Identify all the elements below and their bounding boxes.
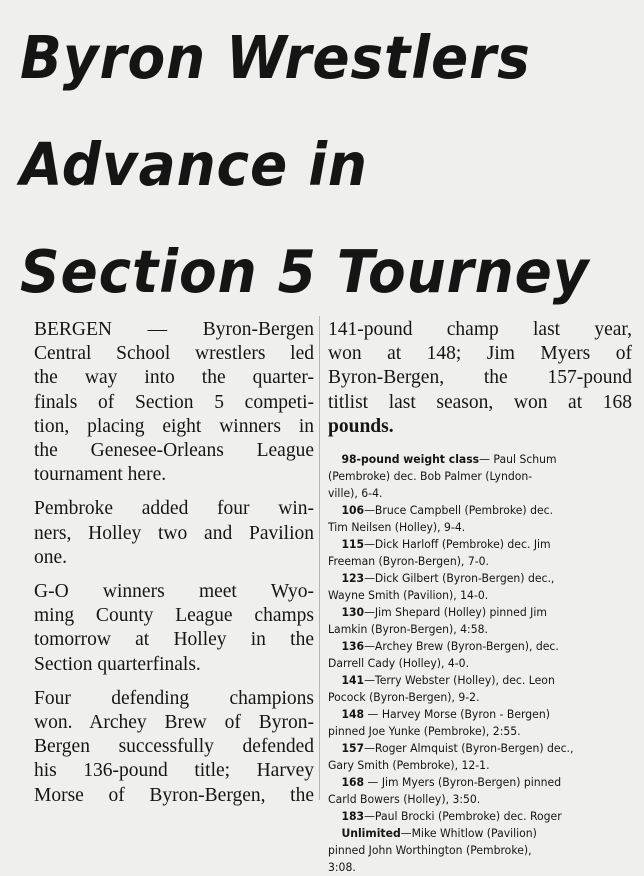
result-weight: 157 — [341, 742, 365, 756]
result-line — [328, 468, 620, 485]
result-text: —Jim Shepard (Holley) pinned Jim — [364, 606, 547, 620]
result-text: Gary Smith (Pembroke), 12-1. — [328, 759, 490, 773]
result-weight: 141 — [341, 674, 365, 688]
result-line — [328, 587, 620, 604]
result-text: —Mike Whitlow (Pavilion) — [400, 827, 537, 841]
result-weight: 123 — [341, 572, 365, 586]
result-line — [328, 502, 620, 519]
text-line: won. Archey Brew of Byron- — [34, 712, 314, 734]
result-line — [328, 859, 620, 876]
text-line: Byron-Bergen, the 157-pound — [328, 367, 632, 389]
result-entry — [328, 451, 620, 502]
result-line — [328, 672, 620, 689]
result-entry — [328, 740, 620, 774]
result-text: Carld Bowers (Holley), 3:50. — [328, 793, 481, 807]
result-weight: 136 — [341, 640, 365, 654]
result-line — [328, 519, 620, 536]
text-line: Section quarterfinals. — [34, 653, 201, 675]
left-column — [34, 318, 314, 808]
result-line — [328, 825, 620, 842]
result-line — [328, 723, 620, 740]
result-text: Tim Neilsen (Holley), 9-4. — [328, 521, 466, 535]
text-line: finals of Section 5 competi- — [34, 391, 314, 413]
article-paragraph-3 — [34, 580, 314, 677]
result-line — [328, 757, 620, 774]
article-paragraph-5 — [328, 318, 632, 439]
result-weight: 115 — [341, 538, 365, 552]
result-entry — [328, 825, 620, 876]
article-paragraph-1 — [34, 318, 314, 487]
headline — [20, 4, 592, 325]
result-line — [328, 553, 620, 570]
text-line: tomorrow at Holley in the — [34, 629, 314, 651]
result-text: Freeman (Byron-Bergen), 7-0. — [328, 555, 489, 569]
text-line: Four defending champions — [34, 687, 314, 709]
result-text: —Paul Brocki (Pembroke) dec. Roger — [364, 810, 562, 824]
text-line: BERGEN — Byron-Bergen — [34, 319, 314, 340]
result-line — [328, 740, 620, 757]
result-line — [328, 536, 620, 553]
result-line — [328, 842, 620, 859]
column-divider — [319, 316, 320, 800]
result-text: —Bruce Campbell (Pembroke) dec. — [364, 504, 554, 518]
result-entry — [328, 570, 620, 604]
result-weight: 130 — [341, 606, 365, 620]
result-text: —Roger Almquist (Byron-Bergen) dec., — [364, 742, 574, 756]
result-entry — [328, 672, 620, 706]
result-line — [328, 570, 620, 587]
result-entry — [328, 502, 620, 536]
text-line: the way into the quarter- — [34, 367, 314, 389]
result-line — [328, 604, 620, 621]
result-line — [328, 689, 620, 706]
result-line — [328, 808, 620, 825]
result-text: —Terry Webster (Holley), dec. Leon — [364, 674, 555, 688]
result-weight: Unlimited — [341, 827, 401, 841]
result-text: —Archey Brew (Byron-Bergen), dec. — [364, 640, 559, 654]
result-text: — Jim Myers (Byron-Bergen) pinned — [364, 776, 562, 790]
results-list — [328, 451, 620, 876]
result-entry — [328, 706, 620, 740]
result-text: —Dick Harloff (Pembroke) dec. Jim — [364, 538, 551, 552]
article-paragraph-2 — [34, 497, 314, 570]
result-entry — [328, 604, 620, 638]
text-line: Morse of Byron-Bergen, the — [34, 784, 314, 806]
text-line: Central School wrestlers led — [34, 343, 314, 365]
headline-line-2: Advance in — [20, 130, 368, 199]
text-line: ners, Holley two and Pavilion — [34, 522, 314, 544]
result-entry — [328, 536, 620, 570]
text-line: G-O winners meet Wyo- — [34, 581, 314, 603]
result-text: 3:08. — [328, 861, 356, 875]
result-text: —Dick Gilbert (Byron-Bergen) dec., — [364, 572, 555, 586]
result-weight: 106 — [341, 504, 365, 518]
headline-line-3: Section 5 Tourney — [20, 237, 590, 306]
text-line: tournament here. — [34, 464, 167, 486]
result-text: pinned John Worthington (Pembroke), — [328, 844, 532, 858]
result-line — [328, 655, 620, 672]
result-line — [328, 774, 620, 791]
result-text: — Harvey Morse (Byron - Bergen) — [364, 708, 550, 722]
result-weight: 183 — [341, 810, 365, 824]
text-line: Pembroke added four win- — [34, 498, 314, 520]
text-line: ming County League champs — [34, 605, 314, 627]
result-line — [328, 706, 620, 723]
text-line: pounds. — [328, 415, 394, 437]
text-line: one. — [34, 546, 68, 568]
result-text: Lamkin (Byron-Bergen), 4:58. — [328, 623, 488, 637]
result-text: pinned Joe Yunke (Pembroke), 2:55. — [328, 725, 521, 739]
headline-line-1: Byron Wrestlers — [20, 23, 531, 92]
result-text: ville), 6-4. — [328, 487, 383, 501]
result-text: Darrell Cady (Holley), 4-0. — [328, 657, 470, 671]
result-text: (Pembroke) dec. Bob Palmer (Lyndon- — [328, 470, 533, 484]
right-column — [328, 318, 632, 876]
result-text: — Paul Schum — [479, 453, 557, 467]
article-paragraph-4 — [34, 687, 314, 808]
result-weight: 168 — [341, 776, 365, 790]
text-line: tion, placing eight winners in — [34, 415, 314, 437]
text-line: his 136-pound title; Harvey — [34, 760, 314, 782]
result-entry — [328, 808, 620, 825]
result-line — [328, 485, 620, 502]
result-line — [328, 451, 620, 468]
text-line: 141-pound champ last year, — [328, 319, 632, 340]
text-line: Bergen successfully defended — [34, 736, 314, 758]
text-line: the Genesee-Orleans League — [34, 440, 314, 462]
text-line: titlist last season, won at 168 — [328, 391, 632, 413]
result-text: Wayne Smith (Pavilion), 14-0. — [328, 589, 489, 603]
result-entry — [328, 774, 620, 808]
result-weight: 148 — [341, 708, 365, 722]
result-entry — [328, 638, 620, 672]
result-weight: 98-pound weight class — [341, 453, 480, 467]
text-line: won at 148; Jim Myers of — [328, 343, 632, 365]
result-line — [328, 621, 620, 638]
result-line — [328, 638, 620, 655]
result-text: Pocock (Byron-Bergen), 9-2. — [328, 691, 480, 705]
